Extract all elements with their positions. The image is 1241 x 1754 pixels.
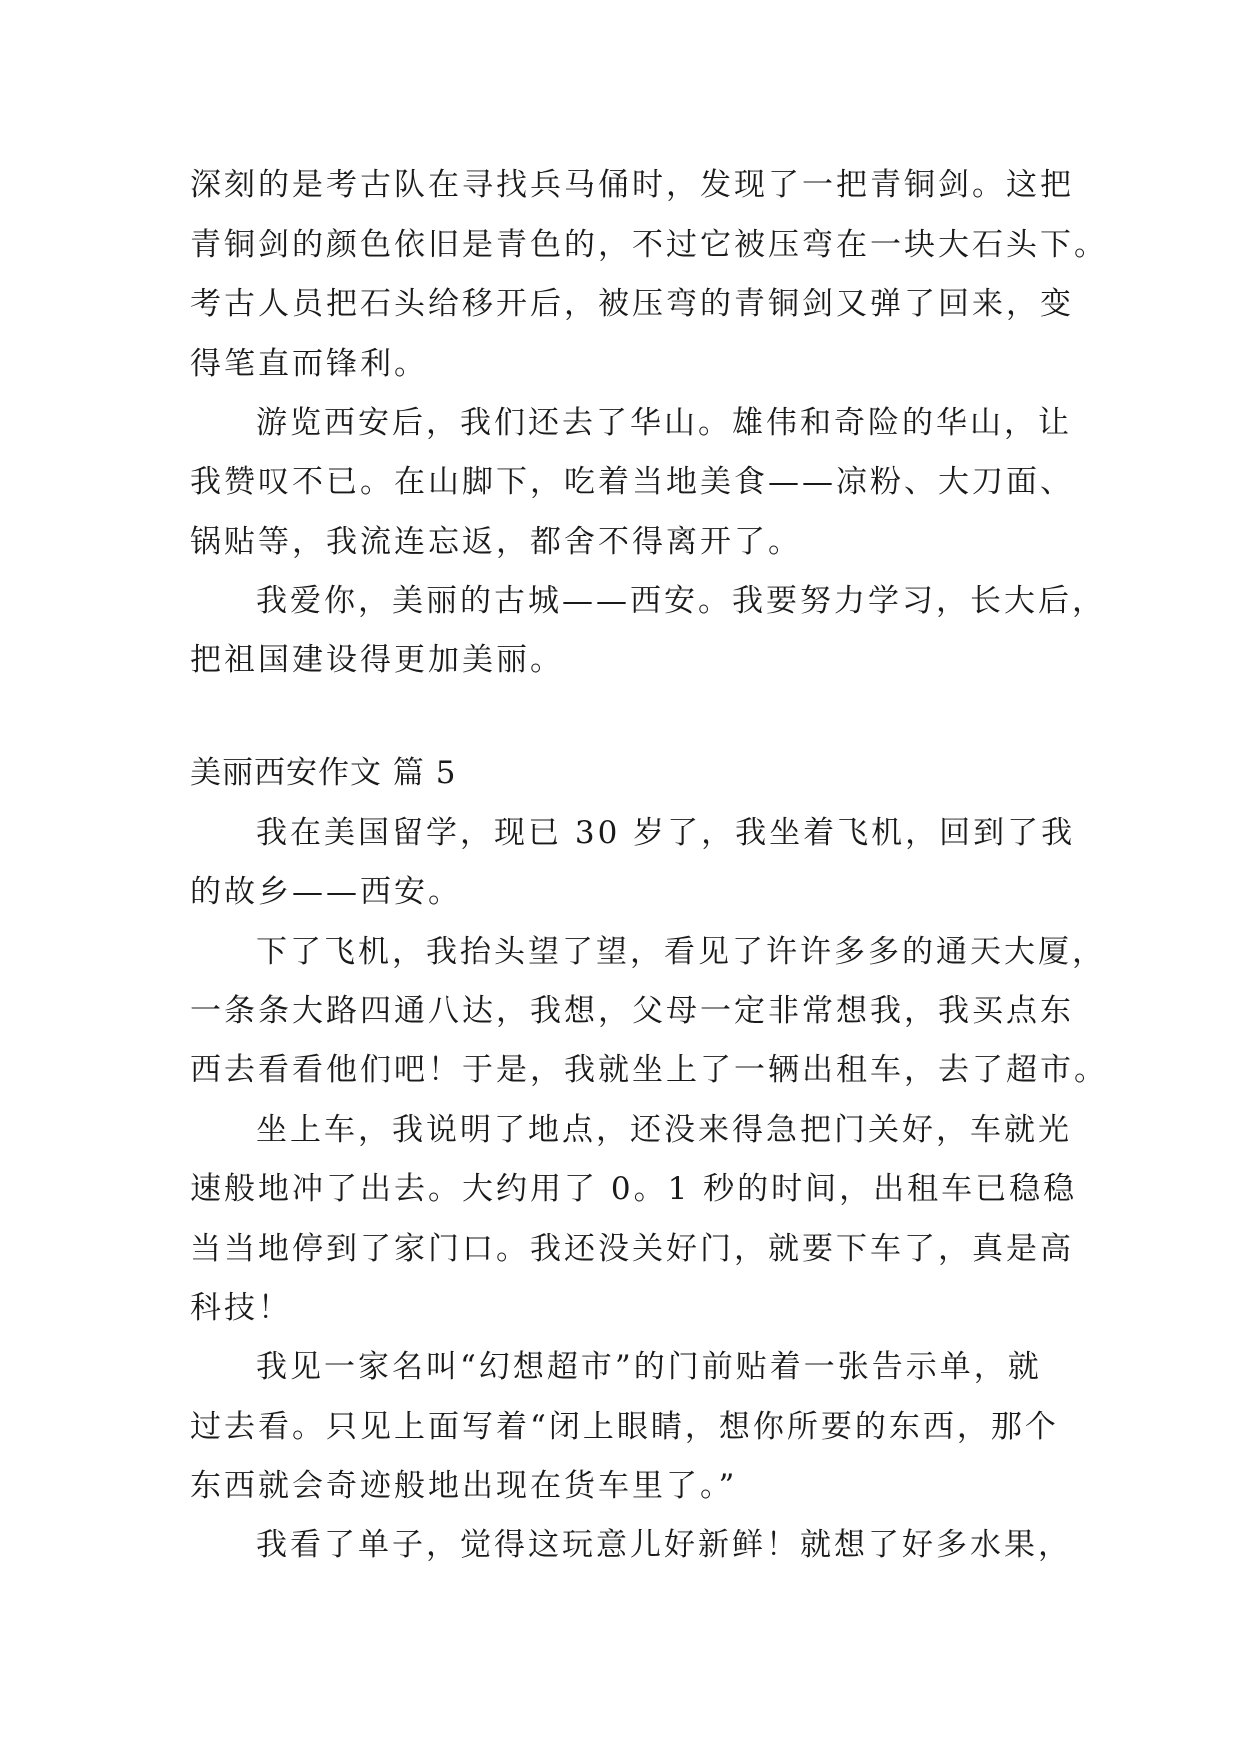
text-line: 速般地冲了出去。大约用了 0。1 秒的时间，出租车已稳稳	[190, 1171, 1078, 1207]
paragraph-first-line: 游览西安后，我们还去了华山。雄伟和奇险的华山，让	[256, 405, 1072, 441]
text-line: 青铜剑的颜色依旧是青色的，不过它被压弯在一块大石头下。	[190, 227, 1108, 263]
paragraph-first-line: 我爱你，美丽的古城——西安。我要努力学习，长大后，	[256, 583, 1106, 619]
text-line: 得笔直而锋利。	[190, 346, 428, 382]
paragraph-first-line: 我看了单子，觉得这玩意儿好新鲜！就想了好多水果，	[256, 1527, 1072, 1563]
paragraph-first-line: 下了飞机，我抬头望了望，看见了许许多多的通天大厦，	[256, 934, 1106, 970]
text-line: 我赞叹不已。在山脚下，吃着当地美食——凉粉、大刀面、	[190, 464, 1074, 500]
section-heading: 美丽西安作文 篇 5	[190, 755, 457, 791]
text-line: 一条条大路四通八达，我想，父母一定非常想我，我买点东	[190, 993, 1074, 1029]
text-line: 考古人员把石头给移开后，被压弯的青铜剑又弹了回来，变	[190, 286, 1074, 322]
text-line: 过去看。只见上面写着“闭上眼睛，想你所要的东西，那个	[190, 1409, 1059, 1445]
text-line: 西去看看他们吧！于是，我就坐上了一辆出租车，去了超市。	[190, 1052, 1108, 1088]
paragraph-first-line: 我见一家名叫“幻想超市”的门前贴着一张告示单，就	[256, 1349, 1042, 1385]
text-line: 东西就会奇迹般地出现在货车里了。”	[190, 1468, 738, 1504]
text-line: 科技！	[190, 1290, 292, 1326]
text-line: 锅贴等，我流连忘返，都舍不得离开了。	[190, 524, 802, 560]
text-line: 当当地停到了家门口。我还没关好门，就要下车了，真是高	[190, 1231, 1074, 1267]
paragraph-first-line: 坐上车，我说明了地点，还没来得急把门关好，车就光	[256, 1112, 1072, 1148]
text-line: 把祖国建设得更加美丽。	[190, 642, 564, 678]
text-line: 深刻的是考古队在寻找兵马俑时，发现了一把青铜剑。这把	[190, 167, 1074, 203]
paragraph-first-line: 我在美国留学，现已 30 岁了，我坐着飞机，回到了我	[256, 815, 1076, 851]
text-line: 的故乡——西安。	[190, 874, 462, 910]
